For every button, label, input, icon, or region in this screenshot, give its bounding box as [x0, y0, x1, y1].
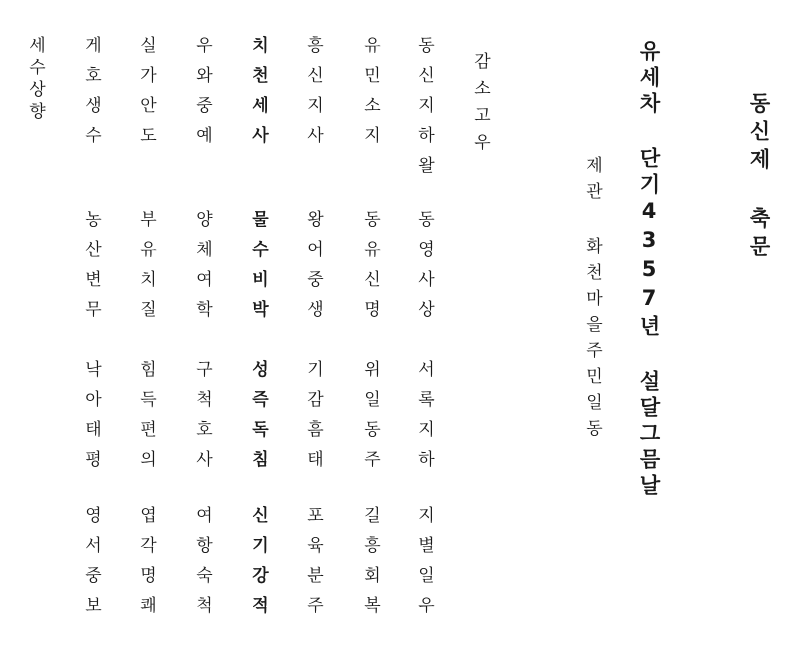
verse-2-line-6: 힘득편의: [136, 360, 156, 480]
verse-1-line-1: 동영사상: [414, 210, 434, 330]
verse-3-line-2: 길흥회복: [360, 506, 380, 626]
verse-1-line-5: 양체여학: [192, 210, 212, 330]
body-line-3: 흥신지사: [303, 36, 323, 156]
body-line-4: 치천세사: [248, 36, 268, 156]
verse-2-line-1: 서록지하: [414, 360, 434, 480]
verse-2-line-5: 구척호사: [192, 360, 212, 480]
verse-2-line-7: 낙아태평: [81, 360, 101, 480]
verse-1-line-2: 동유신명: [360, 210, 380, 330]
verse-1-line-7: 농산변무: [81, 210, 101, 330]
body-line-8: 세수상향: [25, 36, 45, 124]
verse-3-line-7: 영서중보: [81, 506, 101, 626]
body-line-2: 유민소지: [360, 36, 380, 156]
body-line-6: 실가안도: [136, 36, 156, 156]
date-line: 유세차 단기4357년 설달그믐날: [637, 40, 661, 500]
verse-2-line-3: 기감흠태: [303, 360, 323, 480]
verse-1-line-6: 부유치질: [136, 210, 156, 330]
address-line: 감소고우: [470, 52, 490, 160]
verse-3-line-4: 신기강적: [248, 506, 268, 626]
body-line-1: 동신지하왈: [414, 36, 434, 186]
verse-3-line-6: 엽각명쾌: [136, 506, 156, 626]
verse-3-line-5: 여항숙척: [192, 506, 212, 626]
verse-2-line-2: 위일동주: [360, 360, 380, 480]
body-line-5: 우와중예: [192, 36, 212, 156]
verse-1-line-3: 왕어중생: [303, 210, 323, 330]
verse-2-line-4: 성즉독침: [248, 360, 268, 480]
verse-1-line-4: 물수비박: [248, 210, 268, 330]
verse-3-line-3: 포육분주: [303, 506, 323, 626]
body-line-7: 게호생수: [81, 36, 101, 156]
verse-3-line-1: 지별일우: [414, 506, 434, 626]
document-title: 동신제 축문: [747, 92, 771, 263]
offerer-line: 제관 화천마을주민일동: [582, 156, 602, 445]
